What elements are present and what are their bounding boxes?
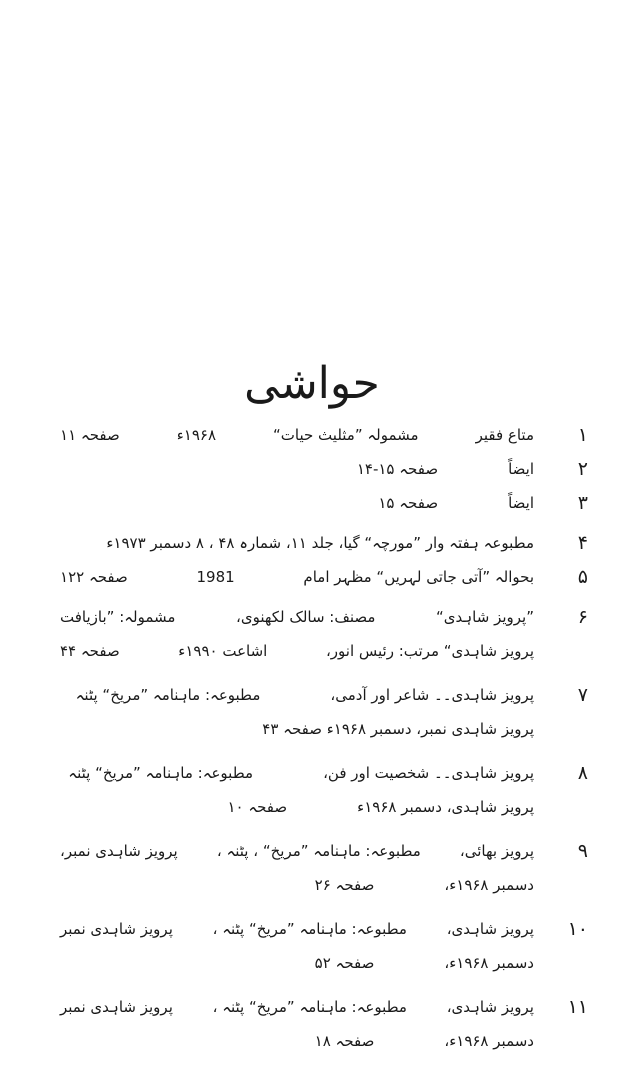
footnote-text: دسمبر ۱۹۶۸ء، (444, 876, 534, 894)
footnote-text: ۱۹۶۸ء (176, 426, 217, 444)
footnote-line (60, 912, 534, 946)
footnote-number: ۴ (577, 532, 588, 554)
footnote-number: ۱۰ (567, 918, 588, 940)
footnote-item (60, 560, 588, 594)
footnote-text: مطبوعہ: ماہنامہ ”مریخ“ ، پٹنہ ، (216, 842, 421, 860)
footnote-line (60, 790, 534, 824)
footnote-text: 1981 (196, 568, 235, 586)
footnote-line (60, 634, 534, 668)
footnote-number: ۲ (577, 458, 588, 480)
footnote-text: مشمولہ: ”بازیافت (60, 608, 176, 626)
footnote-line (60, 868, 534, 902)
footnote-text: پرویز شاہدی نمبر (60, 920, 173, 938)
footnote-text: پرویز شاہدی۔۔ شخصیت اور فن، (323, 764, 534, 782)
footnote-line (60, 526, 534, 560)
footnote-item (60, 486, 588, 520)
footnote-text: مطبوعہ ہفتہ وار ”مورچہ“ گیا، جلد ۱۱، شمارہ ۴۸ ، ۸ دسمبر ۱۹۷۳ء (106, 534, 534, 552)
footnote-line (60, 1024, 534, 1058)
footnote-number: ۶ (577, 606, 588, 628)
footnote-item (60, 526, 588, 560)
footnote-text: پرویز شاہدی۔۔ شاعر اور آدمی، (330, 686, 534, 704)
footnote-line (60, 486, 534, 520)
footnote-line (60, 834, 534, 868)
footnote-text: پرویز شاہدی نمبر (60, 998, 173, 1016)
footnote-line (60, 452, 534, 486)
footnote-line (60, 418, 534, 452)
footnote-text: صفحہ ۲۶ (314, 876, 375, 894)
footnote-item (60, 912, 588, 980)
footnote-line (60, 600, 534, 634)
footnote-text: صفحہ ۵۲ (314, 954, 375, 972)
footnote-text: صفحہ ۱۲۲ (60, 568, 128, 586)
footnote-number: ۱ (577, 424, 588, 446)
footnote-text: صفحہ ۱۰ (227, 798, 288, 816)
footnote-text: صفحہ ۱۸ (314, 1032, 375, 1050)
footnote-text: اشاعت ۱۹۹۰ء (178, 642, 268, 660)
footnote-text: پرویز شاہدی، (446, 920, 534, 938)
footnote-item (60, 418, 588, 452)
footnote-text: مطبوعہ: ماہنامہ ”مریخ“ پٹنہ ، (212, 998, 407, 1016)
footnote-text: صفحہ ۱۵-۱۴ (356, 460, 439, 478)
footnote-line (60, 990, 534, 1024)
footnote-text: ایضاً (508, 460, 534, 478)
footnote-text: بحوالہ ”آتی جاتی لہریں“ مظہر امام (303, 568, 534, 586)
footnote-number: ۱۱ (567, 996, 588, 1018)
footnote-text: پرویز شاہدی، (446, 998, 534, 1016)
footnote-number: ۵ (577, 566, 588, 588)
footnote-text: پرویز بھائی، (459, 842, 534, 860)
footnote-text: مصنف: سالک لکھنوی، (236, 608, 376, 626)
footnote-number: ۹ (577, 840, 588, 862)
footnote-text: پرویز شاہدی نمبر، (60, 842, 178, 860)
footnote-item (60, 834, 588, 902)
footnote-item (60, 452, 588, 486)
footnote-number: ۳ (577, 492, 588, 514)
footnote-line (60, 560, 534, 594)
footnote-text: مطبوعہ: ماہنامہ ”مریخ“ پٹنہ ، (212, 920, 407, 938)
footnote-item (60, 600, 588, 668)
footnote-text: متاع فقیر (475, 426, 534, 444)
footnote-item (60, 990, 588, 1058)
footnote-text: ایضاً (508, 494, 534, 512)
footnote-line (60, 678, 534, 712)
footnote-text: پرویز شاہدی“ مرتب: رئیس انور، (325, 642, 534, 660)
footnote-text: صفحہ ۴۴ (60, 642, 120, 660)
footnote-number: ۸ (577, 762, 588, 784)
footnote-item (60, 678, 588, 746)
footnote-line (60, 946, 534, 980)
footnote-text: مطبوعہ: ماہنامہ ”مریخ“ پٹنہ (75, 686, 261, 704)
footnote-text: صفحہ ۱۱ (60, 426, 120, 444)
footnote-text: مشمولہ ”مثلیث حیات“ (273, 426, 419, 444)
footnote-list (60, 418, 588, 1058)
footnote-text: دسمبر ۱۹۶۸ء، (444, 954, 534, 972)
footnote-line (60, 712, 534, 746)
footnote-number: ۷ (577, 684, 588, 706)
footnote-text: پرویز شاہدی نمبر، دسمبر ۱۹۶۸ء صفحہ ۴۳ (262, 720, 534, 738)
footnote-item (60, 756, 588, 824)
footnote-line (60, 756, 534, 790)
footnote-text: دسمبر ۱۹۶۸ء، (444, 1032, 534, 1050)
footnote-text: پرویز شاہدی، دسمبر ۱۹۶۸ء (357, 798, 534, 816)
footnote-text: مطبوعہ: ماہنامہ ”مریخ“ پٹنہ (68, 764, 254, 782)
page-heading: حواشی (244, 358, 380, 409)
footnote-text: ”پرویز شاہدی“ (436, 608, 534, 626)
footnote-text: صفحہ ۱۵ (378, 494, 439, 512)
